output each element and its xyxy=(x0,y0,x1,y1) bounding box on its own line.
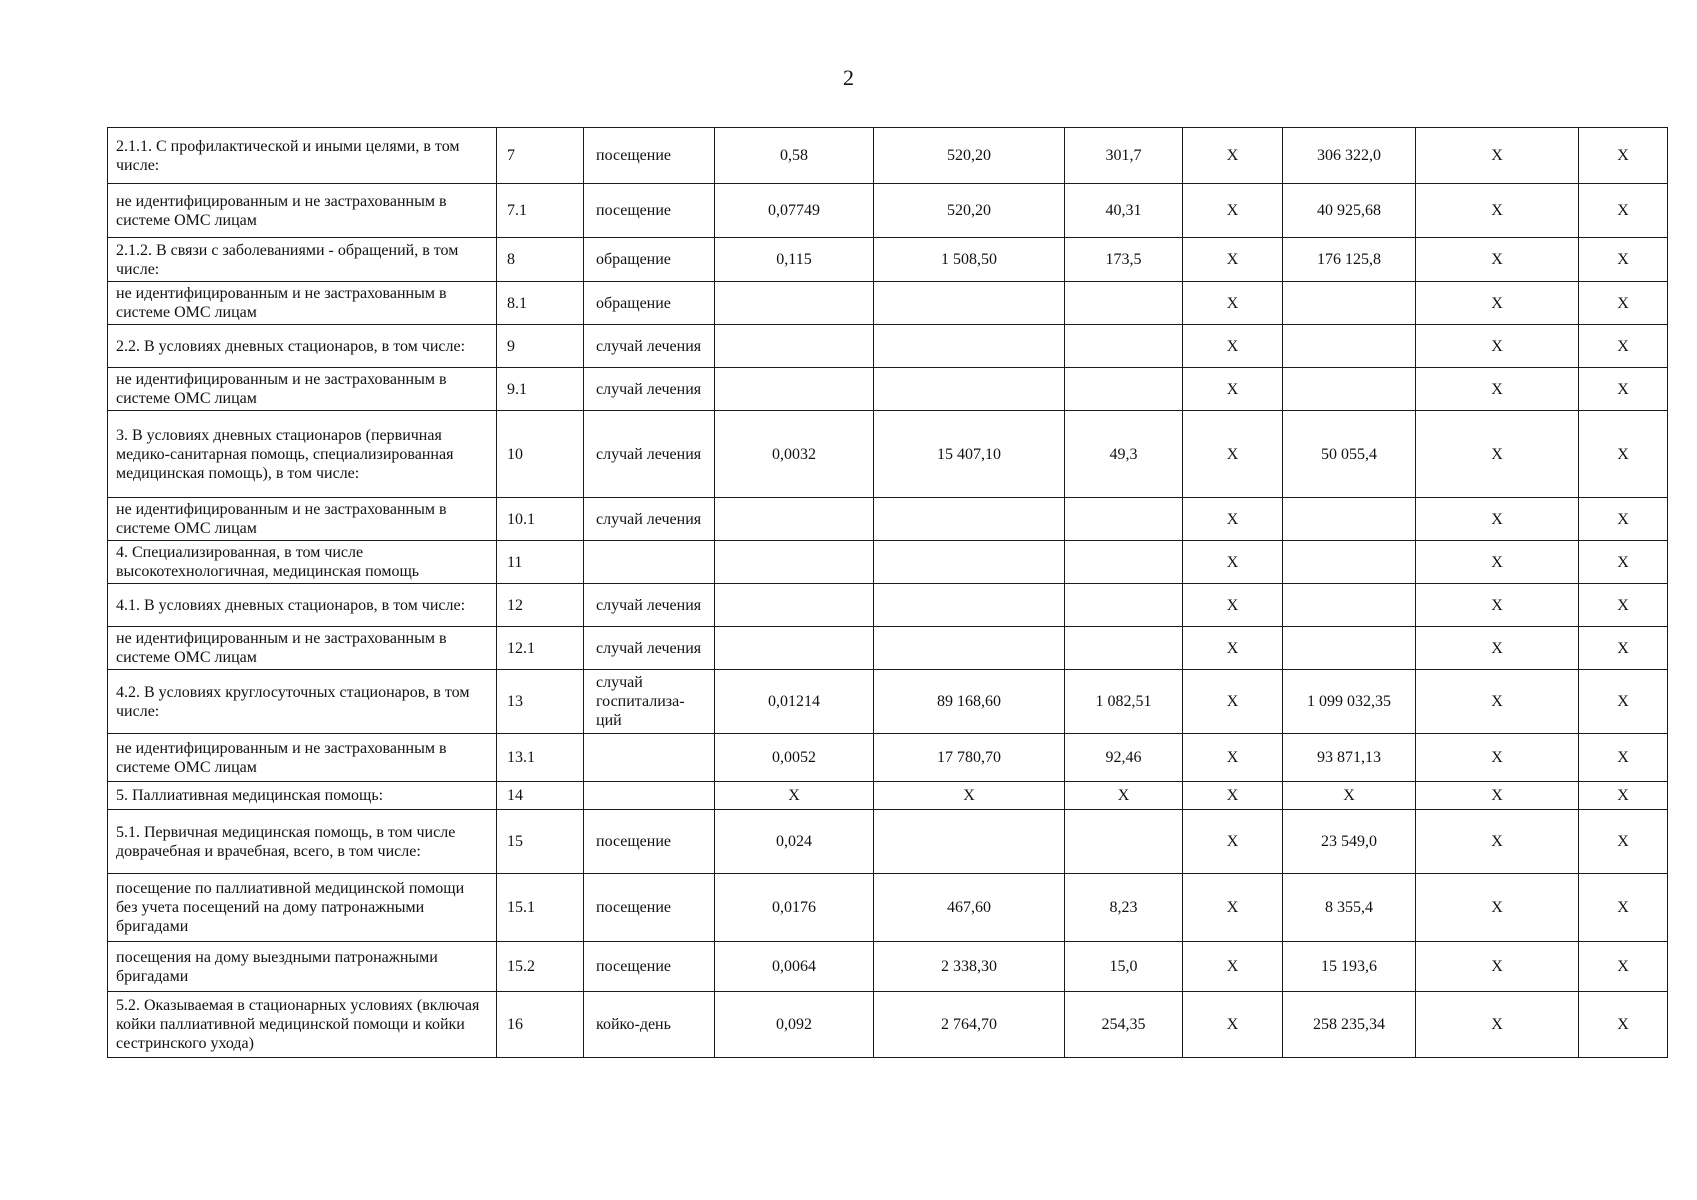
cell-value-1: 0,092 xyxy=(715,992,874,1058)
cell-value-3 xyxy=(1065,282,1183,325)
table-row xyxy=(108,498,1668,541)
row-unit: случай лечения xyxy=(584,411,715,498)
cell-value-4: X xyxy=(1183,874,1283,942)
cell-value-7: X xyxy=(1579,670,1668,734)
cell-value-2 xyxy=(874,325,1065,368)
cell-value-5: 93 871,13 xyxy=(1283,734,1416,782)
row-unit: случай лечения xyxy=(584,498,715,541)
cell-value-4: X xyxy=(1183,238,1283,282)
cell-value-3: 40,31 xyxy=(1065,184,1183,238)
cell-value-3 xyxy=(1065,541,1183,584)
cell-value-6: X xyxy=(1416,782,1579,810)
table-row xyxy=(108,992,1668,1058)
table-row xyxy=(108,282,1668,325)
cell-value-3: 1 082,51 xyxy=(1065,670,1183,734)
cell-value-2 xyxy=(874,584,1065,627)
row-unit: посещение xyxy=(584,128,715,184)
cell-value-4: X xyxy=(1183,368,1283,411)
cell-value-3 xyxy=(1065,627,1183,670)
table-row xyxy=(108,627,1668,670)
cell-value-5 xyxy=(1283,498,1416,541)
row-unit: посещение xyxy=(584,184,715,238)
cell-value-7: X xyxy=(1579,325,1668,368)
row-unit: случай лечения xyxy=(584,584,715,627)
cell-value-7: X xyxy=(1579,498,1668,541)
cell-value-5 xyxy=(1283,368,1416,411)
table-row xyxy=(108,541,1668,584)
row-name: посещение по паллиативной медицинской помощи без учета посещений на дому патронажными бригадами xyxy=(108,874,497,942)
row-unit xyxy=(584,734,715,782)
row-number: 13 xyxy=(497,670,584,734)
cell-value-6: X xyxy=(1416,670,1579,734)
cell-value-6: X xyxy=(1416,282,1579,325)
row-name: 4.2. В условиях круглосуточных стационаров, в том числе: xyxy=(108,670,497,734)
cell-value-4: X xyxy=(1183,541,1283,584)
cell-value-5: 40 925,68 xyxy=(1283,184,1416,238)
cell-value-7: X xyxy=(1579,992,1668,1058)
cell-value-4: X xyxy=(1183,734,1283,782)
row-name: не идентифицированным и не застрахованным в системе ОМС лицам xyxy=(108,627,497,670)
row-unit xyxy=(584,782,715,810)
table-row xyxy=(108,128,1668,184)
row-unit: обращение xyxy=(584,238,715,282)
table-row xyxy=(108,238,1668,282)
cell-value-1: 0,024 xyxy=(715,810,874,874)
table-row xyxy=(108,325,1668,368)
row-number: 7.1 xyxy=(497,184,584,238)
table-row xyxy=(108,368,1668,411)
cell-value-7: X xyxy=(1579,942,1668,992)
cell-value-1 xyxy=(715,325,874,368)
cell-value-5 xyxy=(1283,627,1416,670)
row-unit: случай лечения xyxy=(584,627,715,670)
cell-value-5: 15 193,6 xyxy=(1283,942,1416,992)
cell-value-7: X xyxy=(1579,874,1668,942)
cell-value-7: X xyxy=(1579,368,1668,411)
cell-value-4: X xyxy=(1183,942,1283,992)
cell-value-2 xyxy=(874,498,1065,541)
page-number: 2 xyxy=(843,65,854,90)
row-unit: случай лечения xyxy=(584,325,715,368)
cell-value-3 xyxy=(1065,810,1183,874)
table-row xyxy=(108,670,1668,734)
row-number: 15.2 xyxy=(497,942,584,992)
cell-value-7: X xyxy=(1579,734,1668,782)
table-row xyxy=(108,874,1668,942)
row-name: не идентифицированным и не застрахованным в системе ОМС лицам xyxy=(108,734,497,782)
cell-value-6: X xyxy=(1416,541,1579,584)
cell-value-1: 0,07749 xyxy=(715,184,874,238)
cell-value-2: 2 764,70 xyxy=(874,992,1065,1058)
cell-value-4: X xyxy=(1183,627,1283,670)
cell-value-3: 92,46 xyxy=(1065,734,1183,782)
cell-value-5 xyxy=(1283,584,1416,627)
row-number: 13.1 xyxy=(497,734,584,782)
cell-value-2: 520,20 xyxy=(874,128,1065,184)
cell-value-7: X xyxy=(1579,282,1668,325)
row-name: не идентифицированным и не застрахованным в системе ОМС лицам xyxy=(108,368,497,411)
cell-value-6: X xyxy=(1416,942,1579,992)
table-row xyxy=(108,184,1668,238)
cell-value-5: 258 235,34 xyxy=(1283,992,1416,1058)
cell-value-6: X xyxy=(1416,810,1579,874)
row-unit: случай лечения xyxy=(584,368,715,411)
cell-value-1 xyxy=(715,584,874,627)
cell-value-7: X xyxy=(1579,184,1668,238)
cell-value-5 xyxy=(1283,541,1416,584)
row-number: 11 xyxy=(497,541,584,584)
cell-value-4: X xyxy=(1183,325,1283,368)
cell-value-5: 50 055,4 xyxy=(1283,411,1416,498)
cell-value-3: 49,3 xyxy=(1065,411,1183,498)
cell-value-2 xyxy=(874,368,1065,411)
cell-value-7: X xyxy=(1579,584,1668,627)
cell-value-4: X xyxy=(1183,810,1283,874)
cell-value-3: X xyxy=(1065,782,1183,810)
cell-value-4: X xyxy=(1183,498,1283,541)
cell-value-7: X xyxy=(1579,411,1668,498)
cell-value-1 xyxy=(715,498,874,541)
cell-value-1: X xyxy=(715,782,874,810)
table-row xyxy=(108,810,1668,874)
cell-value-2: 2 338,30 xyxy=(874,942,1065,992)
cell-value-6: X xyxy=(1416,368,1579,411)
cell-value-3 xyxy=(1065,498,1183,541)
cell-value-1 xyxy=(715,368,874,411)
table-row xyxy=(108,942,1668,992)
cell-value-4: X xyxy=(1183,670,1283,734)
row-unit xyxy=(584,541,715,584)
cell-value-1: 0,0064 xyxy=(715,942,874,992)
cell-value-2: 467,60 xyxy=(874,874,1065,942)
cell-value-1: 0,0052 xyxy=(715,734,874,782)
cell-value-2: 89 168,60 xyxy=(874,670,1065,734)
cell-value-5: 8 355,4 xyxy=(1283,874,1416,942)
cell-value-2: 520,20 xyxy=(874,184,1065,238)
cell-value-5: X xyxy=(1283,782,1416,810)
cell-value-1: 0,01214 xyxy=(715,670,874,734)
cell-value-1: 0,0032 xyxy=(715,411,874,498)
cell-value-4: X xyxy=(1183,584,1283,627)
cell-value-7: X xyxy=(1579,810,1668,874)
cell-value-3 xyxy=(1065,584,1183,627)
cell-value-6: X xyxy=(1416,325,1579,368)
cell-value-5 xyxy=(1283,282,1416,325)
cell-value-5: 1 099 032,35 xyxy=(1283,670,1416,734)
cell-value-3: 15,0 xyxy=(1065,942,1183,992)
row-name: 5.1. Первичная медицинская помощь, в том числе доврачебная и врачебная, всего, в том числе: xyxy=(108,810,497,874)
cell-value-6: X xyxy=(1416,992,1579,1058)
cell-value-3: 254,35 xyxy=(1065,992,1183,1058)
cell-value-1 xyxy=(715,627,874,670)
cell-value-2 xyxy=(874,810,1065,874)
table-row xyxy=(108,584,1668,627)
row-unit: случай госпитализа-ций xyxy=(584,670,715,734)
row-number: 10 xyxy=(497,411,584,498)
cell-value-1: 0,0176 xyxy=(715,874,874,942)
cell-value-2: 1 508,50 xyxy=(874,238,1065,282)
row-name: 2.1.2. В связи с заболеваниями - обращений, в том числе: xyxy=(108,238,497,282)
cell-value-1: 0,115 xyxy=(715,238,874,282)
cell-value-2 xyxy=(874,627,1065,670)
row-name: не идентифицированным и не застрахованным в системе ОМС лицам xyxy=(108,184,497,238)
row-unit: посещение xyxy=(584,942,715,992)
table-body xyxy=(108,128,1668,1058)
cell-value-2: X xyxy=(874,782,1065,810)
row-number: 10.1 xyxy=(497,498,584,541)
cell-value-3: 301,7 xyxy=(1065,128,1183,184)
cell-value-2: 15 407,10 xyxy=(874,411,1065,498)
cell-value-1 xyxy=(715,282,874,325)
row-name: посещения на дому выездными патронажными бригадами xyxy=(108,942,497,992)
cell-value-6: X xyxy=(1416,627,1579,670)
cell-value-6: X xyxy=(1416,498,1579,541)
cell-value-6: X xyxy=(1416,238,1579,282)
row-number: 12 xyxy=(497,584,584,627)
row-name: 2.2. В условиях дневных стационаров, в том числе: xyxy=(108,325,497,368)
row-number: 15.1 xyxy=(497,874,584,942)
row-number: 16 xyxy=(497,992,584,1058)
cell-value-3 xyxy=(1065,368,1183,411)
cell-value-7: X xyxy=(1579,128,1668,184)
cell-value-5: 23 549,0 xyxy=(1283,810,1416,874)
row-name: 4. Специализированная, в том числе высокотехнологичная, медицинская помощь xyxy=(108,541,497,584)
table-row xyxy=(108,782,1668,810)
cell-value-1 xyxy=(715,541,874,584)
cell-value-4: X xyxy=(1183,411,1283,498)
row-number: 9.1 xyxy=(497,368,584,411)
row-name: 5.2. Оказываемая в стационарных условиях (включая койки паллиативной медицинской помощи и койки сестринского ухода) xyxy=(108,992,497,1058)
row-number: 8.1 xyxy=(497,282,584,325)
row-number: 14 xyxy=(497,782,584,810)
row-name: 5. Паллиативная медицинская помощь: xyxy=(108,782,497,810)
cell-value-4: X xyxy=(1183,184,1283,238)
row-name: не идентифицированным и не застрахованным в системе ОМС лицам xyxy=(108,498,497,541)
row-name: 4.1. В условиях дневных стационаров, в том числе: xyxy=(108,584,497,627)
cell-value-3: 8,23 xyxy=(1065,874,1183,942)
row-unit: посещение xyxy=(584,874,715,942)
cell-value-3 xyxy=(1065,325,1183,368)
row-number: 15 xyxy=(497,810,584,874)
cell-value-7: X xyxy=(1579,238,1668,282)
row-name: не идентифицированным и не застрахованным в системе ОМС лицам xyxy=(108,282,497,325)
cell-value-6: X xyxy=(1416,184,1579,238)
row-name: 2.1.1. С профилактической и иными целями, в том числе: xyxy=(108,128,497,184)
cell-value-7: X xyxy=(1579,782,1668,810)
row-number: 12.1 xyxy=(497,627,584,670)
cell-value-4: X xyxy=(1183,282,1283,325)
row-name: 3. В условиях дневных стационаров (первичная медико-санитарная помощь, специализированная медицинская помощь), в том числе: xyxy=(108,411,497,498)
cell-value-2: 17 780,70 xyxy=(874,734,1065,782)
row-number: 8 xyxy=(497,238,584,282)
cell-value-5: 306 322,0 xyxy=(1283,128,1416,184)
table-row xyxy=(108,734,1668,782)
row-number: 7 xyxy=(497,128,584,184)
cell-value-4: X xyxy=(1183,992,1283,1058)
cell-value-5: 176 125,8 xyxy=(1283,238,1416,282)
row-unit: посещение xyxy=(584,810,715,874)
row-number: 9 xyxy=(497,325,584,368)
row-unit: койко-день xyxy=(584,992,715,1058)
cell-value-6: X xyxy=(1416,128,1579,184)
cell-value-1: 0,58 xyxy=(715,128,874,184)
cell-value-6: X xyxy=(1416,734,1579,782)
cell-value-6: X xyxy=(1416,584,1579,627)
cell-value-6: X xyxy=(1416,874,1579,942)
cell-value-3: 173,5 xyxy=(1065,238,1183,282)
table-row xyxy=(108,411,1668,498)
cell-value-4: X xyxy=(1183,128,1283,184)
cell-value-7: X xyxy=(1579,541,1668,584)
cell-value-7: X xyxy=(1579,627,1668,670)
cell-value-6: X xyxy=(1416,411,1579,498)
cell-value-5 xyxy=(1283,325,1416,368)
row-unit: обращение xyxy=(584,282,715,325)
data-table xyxy=(107,127,1668,1058)
cell-value-2 xyxy=(874,541,1065,584)
cell-value-2 xyxy=(874,282,1065,325)
cell-value-4: X xyxy=(1183,782,1283,810)
